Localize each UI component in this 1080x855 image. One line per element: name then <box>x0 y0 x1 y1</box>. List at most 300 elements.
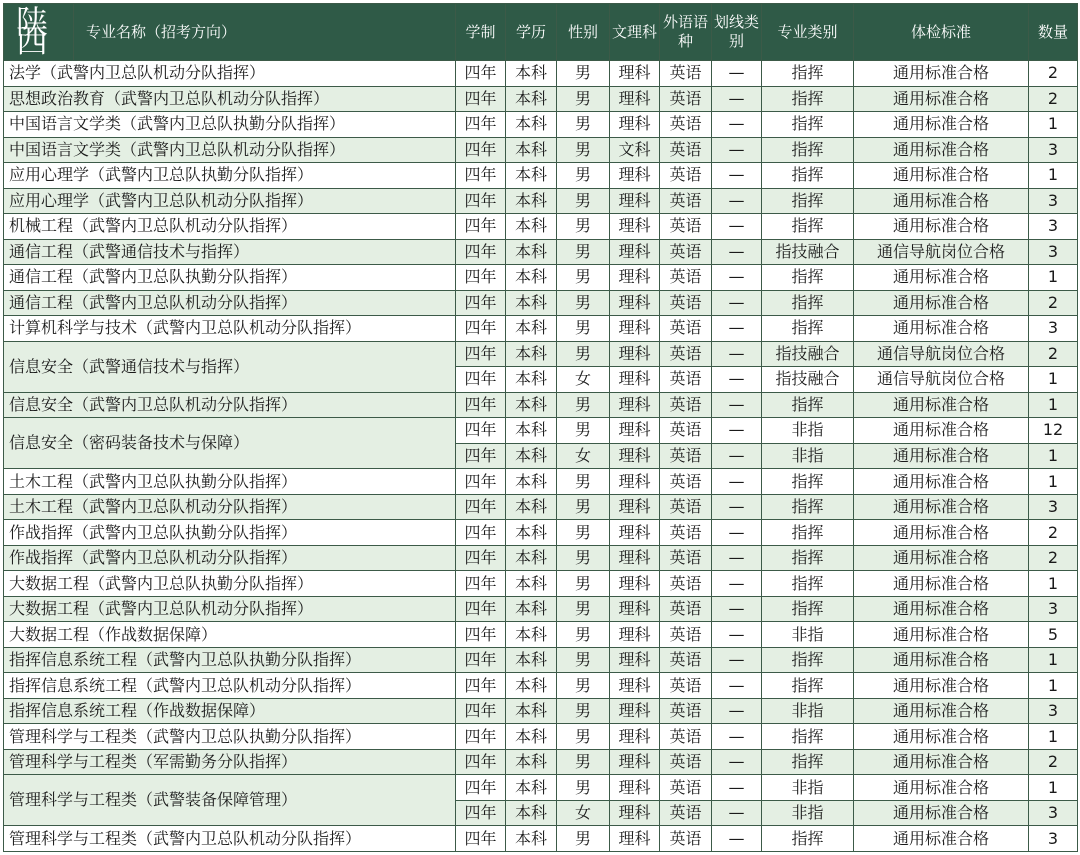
cell-degree: 本科 <box>506 418 557 444</box>
cell-gender: 女 <box>557 367 610 393</box>
cell-major: 大数据工程（武警内卫总队机动分队指挥） <box>4 596 456 622</box>
cell-duration: 四年 <box>456 418 506 444</box>
cell-major: 大数据工程（武警内卫总队执勤分队指挥） <box>4 571 456 597</box>
cell-gender: 女 <box>557 443 610 469</box>
table-row <box>4 290 1078 316</box>
cell-duration: 四年 <box>456 239 506 265</box>
cell-physical-standard: 通用标准合格 <box>854 137 1029 163</box>
cell-physical-standard: 通用标准合格 <box>854 316 1029 342</box>
cell-specialty-category: 指挥 <box>762 214 854 240</box>
cell-subject: 理科 <box>610 494 660 520</box>
cell-gender: 男 <box>557 418 610 444</box>
cell-degree: 本科 <box>506 367 557 393</box>
cell-degree: 本科 <box>506 137 557 163</box>
cell-quantity: 1 <box>1029 469 1078 495</box>
cell-major: 应用心理学（武警内卫总队机动分队指挥） <box>4 188 456 214</box>
cell-quantity: 1 <box>1029 775 1078 801</box>
cell-subject: 理科 <box>610 545 660 571</box>
cell-physical-standard: 通用标准合格 <box>854 826 1029 852</box>
table-row <box>4 622 1078 648</box>
cell-physical-standard: 通用标准合格 <box>854 112 1029 138</box>
table-row <box>4 698 1078 724</box>
cell-physical-standard: 通用标准合格 <box>854 775 1029 801</box>
cell-duration: 四年 <box>456 367 506 393</box>
cell-duration: 四年 <box>456 826 506 852</box>
table-row <box>4 418 1078 444</box>
cell-duration: 四年 <box>456 316 506 342</box>
table-body <box>4 61 1078 852</box>
cell-subject: 理科 <box>610 61 660 87</box>
cell-duration: 四年 <box>456 775 506 801</box>
cell-physical-standard: 通用标准合格 <box>854 571 1029 597</box>
table-row <box>4 673 1078 699</box>
table-row <box>4 188 1078 214</box>
cell-major: 管理科学与工程类（武警内卫总队执勤分队指挥） <box>4 724 456 750</box>
cell-quantity: 2 <box>1029 86 1078 112</box>
table-row <box>4 571 1078 597</box>
cell-subject: 理科 <box>610 392 660 418</box>
cell-subject: 理科 <box>610 112 660 138</box>
cell-subject: 理科 <box>610 622 660 648</box>
cell-gender: 男 <box>557 316 610 342</box>
cell-subject: 理科 <box>610 520 660 546</box>
cell-physical-standard: 通用标准合格 <box>854 188 1029 214</box>
table-row <box>4 392 1078 418</box>
cell-gender: 男 <box>557 494 610 520</box>
cell-quantity: 2 <box>1029 749 1078 775</box>
cell-specialty-category: 指挥 <box>762 545 854 571</box>
cell-line-category: — <box>712 545 762 571</box>
cell-duration: 四年 <box>456 61 506 87</box>
cell-degree: 本科 <box>506 239 557 265</box>
cell-physical-standard: 通用标准合格 <box>854 214 1029 240</box>
cell-major: 思想政治教育（武警内卫总队机动分队指挥） <box>4 86 456 112</box>
cell-specialty-category: 指挥 <box>762 163 854 189</box>
cell-line-category: — <box>712 494 762 520</box>
cell-degree: 本科 <box>506 290 557 316</box>
cell-major: 大数据工程（作战数据保障） <box>4 622 456 648</box>
cell-language: 英语 <box>660 137 712 163</box>
cell-subject: 理科 <box>610 749 660 775</box>
table-row <box>4 749 1078 775</box>
cell-specialty-category: 指挥 <box>762 520 854 546</box>
cell-specialty-category: 指挥 <box>762 392 854 418</box>
table-row <box>4 494 1078 520</box>
cell-quantity: 3 <box>1029 494 1078 520</box>
cell-subject: 理科 <box>610 647 660 673</box>
cell-degree: 本科 <box>506 86 557 112</box>
cell-degree: 本科 <box>506 800 557 826</box>
cell-quantity: 1 <box>1029 571 1078 597</box>
cell-quantity: 3 <box>1029 596 1078 622</box>
table-row <box>4 724 1078 750</box>
admission-plan-table <box>3 3 1078 852</box>
cell-specialty-category: 指挥 <box>762 724 854 750</box>
cell-quantity: 2 <box>1029 545 1078 571</box>
header-line-category: 划线类别 <box>712 4 762 61</box>
table-row <box>4 214 1078 240</box>
cell-language: 英语 <box>660 749 712 775</box>
cell-degree: 本科 <box>506 775 557 801</box>
cell-specialty-category: 指挥 <box>762 647 854 673</box>
cell-physical-standard: 通信导航岗位合格 <box>854 341 1029 367</box>
header-physical-standard: 体检标准 <box>854 4 1029 61</box>
cell-gender: 男 <box>557 239 610 265</box>
cell-quantity: 3 <box>1029 800 1078 826</box>
cell-physical-standard: 通用标准合格 <box>854 494 1029 520</box>
cell-line-category: — <box>712 61 762 87</box>
cell-gender: 男 <box>557 698 610 724</box>
cell-quantity: 1 <box>1029 265 1078 291</box>
cell-major: 中国语言文学类（武警内卫总队机动分队指挥） <box>4 137 456 163</box>
cell-major: 土木工程（武警内卫总队执勤分队指挥） <box>4 469 456 495</box>
cell-degree: 本科 <box>506 698 557 724</box>
cell-language: 英语 <box>660 596 712 622</box>
cell-line-category: — <box>712 290 762 316</box>
cell-language: 英语 <box>660 826 712 852</box>
table-row <box>4 86 1078 112</box>
table-row <box>4 163 1078 189</box>
header-degree: 学历 <box>506 4 557 61</box>
cell-duration: 四年 <box>456 163 506 189</box>
cell-line-category: — <box>712 443 762 469</box>
cell-gender: 男 <box>557 61 610 87</box>
cell-line-category: — <box>712 469 762 495</box>
cell-line-category: — <box>712 188 762 214</box>
cell-physical-standard: 通用标准合格 <box>854 749 1029 775</box>
cell-specialty-category: 指挥 <box>762 316 854 342</box>
cell-specialty-category: 指挥 <box>762 112 854 138</box>
table-row <box>4 61 1078 87</box>
cell-degree: 本科 <box>506 596 557 622</box>
cell-duration: 四年 <box>456 392 506 418</box>
cell-language: 英语 <box>660 163 712 189</box>
cell-line-category: — <box>712 673 762 699</box>
cell-gender: 男 <box>557 673 610 699</box>
cell-duration: 四年 <box>456 86 506 112</box>
cell-gender: 男 <box>557 775 610 801</box>
cell-line-category: — <box>712 596 762 622</box>
cell-degree: 本科 <box>506 265 557 291</box>
cell-language: 英语 <box>660 341 712 367</box>
cell-major: 指挥信息系统工程（作战数据保障） <box>4 698 456 724</box>
cell-major: 信息安全（武警通信技术与指挥） <box>4 341 456 392</box>
cell-quantity: 3 <box>1029 137 1078 163</box>
cell-line-category: — <box>712 163 762 189</box>
cell-duration: 四年 <box>456 214 506 240</box>
cell-line-category: — <box>712 418 762 444</box>
cell-physical-standard: 通用标准合格 <box>854 673 1029 699</box>
cell-major: 信息安全（武警内卫总队机动分队指挥） <box>4 392 456 418</box>
cell-major: 管理科学与工程类（军需勤务分队指挥） <box>4 749 456 775</box>
cell-language: 英语 <box>660 724 712 750</box>
cell-specialty-category: 指挥 <box>762 494 854 520</box>
cell-language: 英语 <box>660 418 712 444</box>
cell-physical-standard: 通用标准合格 <box>854 622 1029 648</box>
header-row <box>4 4 1078 61</box>
cell-language: 英语 <box>660 392 712 418</box>
cell-line-category: — <box>712 520 762 546</box>
cell-quantity: 1 <box>1029 647 1078 673</box>
cell-specialty-category: 非指 <box>762 775 854 801</box>
cell-language: 英语 <box>660 61 712 87</box>
cell-physical-standard: 通用标准合格 <box>854 418 1029 444</box>
cell-gender: 男 <box>557 188 610 214</box>
cell-duration: 四年 <box>456 137 506 163</box>
cell-line-category: — <box>712 647 762 673</box>
cell-specialty-category: 指技融合 <box>762 367 854 393</box>
cell-line-category: — <box>712 86 762 112</box>
cell-gender: 男 <box>557 571 610 597</box>
cell-subject: 理科 <box>610 265 660 291</box>
cell-gender: 男 <box>557 137 610 163</box>
table-row <box>4 545 1078 571</box>
cell-physical-standard: 通用标准合格 <box>854 265 1029 291</box>
cell-duration: 四年 <box>456 443 506 469</box>
cell-subject: 理科 <box>610 341 660 367</box>
cell-physical-standard: 通用标准合格 <box>854 290 1029 316</box>
cell-subject: 理科 <box>610 86 660 112</box>
cell-major: 管理科学与工程类（武警内卫总队机动分队指挥） <box>4 826 456 852</box>
cell-quantity: 1 <box>1029 724 1078 750</box>
cell-physical-standard: 通用标准合格 <box>854 596 1029 622</box>
cell-subject: 理科 <box>610 469 660 495</box>
table-row <box>4 265 1078 291</box>
cell-degree: 本科 <box>506 622 557 648</box>
cell-specialty-category: 非指 <box>762 418 854 444</box>
cell-gender: 男 <box>557 622 610 648</box>
cell-line-category: — <box>712 775 762 801</box>
cell-language: 英语 <box>660 800 712 826</box>
header-language: 外语语种 <box>660 4 712 61</box>
cell-duration: 四年 <box>456 520 506 546</box>
cell-degree: 本科 <box>506 316 557 342</box>
table-row <box>4 239 1078 265</box>
cell-subject: 理科 <box>610 724 660 750</box>
cell-degree: 本科 <box>506 392 557 418</box>
cell-duration: 四年 <box>456 265 506 291</box>
cell-quantity: 1 <box>1029 673 1078 699</box>
cell-quantity: 1 <box>1029 392 1078 418</box>
cell-duration: 四年 <box>456 673 506 699</box>
cell-language: 英语 <box>660 775 712 801</box>
cell-specialty-category: 指挥 <box>762 61 854 87</box>
cell-specialty-category: 非指 <box>762 622 854 648</box>
cell-physical-standard: 通用标准合格 <box>854 443 1029 469</box>
table-row <box>4 596 1078 622</box>
cell-physical-standard: 通用标准合格 <box>854 647 1029 673</box>
cell-degree: 本科 <box>506 571 557 597</box>
cell-language: 英语 <box>660 571 712 597</box>
table-row <box>4 826 1078 852</box>
cell-quantity: 12 <box>1029 418 1078 444</box>
cell-degree: 本科 <box>506 214 557 240</box>
cell-line-category: — <box>712 749 762 775</box>
cell-major: 应用心理学（武警内卫总队执勤分队指挥） <box>4 163 456 189</box>
cell-language: 英语 <box>660 290 712 316</box>
cell-physical-standard: 通用标准合格 <box>854 800 1029 826</box>
cell-quantity: 3 <box>1029 826 1078 852</box>
cell-language: 英语 <box>660 673 712 699</box>
cell-gender: 男 <box>557 596 610 622</box>
cell-subject: 理科 <box>610 698 660 724</box>
cell-major: 法学（武警内卫总队机动分队指挥） <box>4 61 456 87</box>
cell-line-category: — <box>712 112 762 138</box>
cell-gender: 男 <box>557 469 610 495</box>
cell-degree: 本科 <box>506 826 557 852</box>
cell-gender: 男 <box>557 520 610 546</box>
cell-specialty-category: 指挥 <box>762 86 854 112</box>
cell-line-category: — <box>712 316 762 342</box>
cell-subject: 理科 <box>610 418 660 444</box>
region-title: 陕西 <box>4 4 74 61</box>
cell-language: 英语 <box>660 647 712 673</box>
cell-degree: 本科 <box>506 163 557 189</box>
cell-gender: 男 <box>557 392 610 418</box>
table-row <box>4 469 1078 495</box>
cell-degree: 本科 <box>506 494 557 520</box>
cell-physical-standard: 通用标准合格 <box>854 163 1029 189</box>
cell-line-category: — <box>712 724 762 750</box>
cell-subject: 理科 <box>610 826 660 852</box>
cell-duration: 四年 <box>456 188 506 214</box>
cell-major: 通信工程（武警通信技术与指挥） <box>4 239 456 265</box>
cell-line-category: — <box>712 239 762 265</box>
cell-physical-standard: 通信导航岗位合格 <box>854 239 1029 265</box>
cell-subject: 理科 <box>610 188 660 214</box>
cell-duration: 四年 <box>456 571 506 597</box>
cell-language: 英语 <box>660 316 712 342</box>
table-row <box>4 341 1078 367</box>
cell-specialty-category: 非指 <box>762 800 854 826</box>
cell-subject: 理科 <box>610 290 660 316</box>
cell-major: 作战指挥（武警内卫总队机动分队指挥） <box>4 545 456 571</box>
cell-major: 管理科学与工程类（武警装备保障管理） <box>4 775 456 826</box>
cell-language: 英语 <box>660 367 712 393</box>
cell-degree: 本科 <box>506 520 557 546</box>
cell-language: 英语 <box>660 239 712 265</box>
cell-gender: 男 <box>557 749 610 775</box>
cell-line-category: — <box>712 367 762 393</box>
cell-physical-standard: 通用标准合格 <box>854 520 1029 546</box>
cell-duration: 四年 <box>456 545 506 571</box>
table-row <box>4 647 1078 673</box>
cell-quantity: 5 <box>1029 622 1078 648</box>
cell-physical-standard: 通用标准合格 <box>854 86 1029 112</box>
cell-quantity: 1 <box>1029 112 1078 138</box>
cell-quantity: 2 <box>1029 341 1078 367</box>
cell-quantity: 1 <box>1029 367 1078 393</box>
header-specialty-category: 专业类别 <box>762 4 854 61</box>
cell-degree: 本科 <box>506 749 557 775</box>
cell-gender: 男 <box>557 724 610 750</box>
cell-gender: 男 <box>557 826 610 852</box>
cell-gender: 男 <box>557 163 610 189</box>
cell-specialty-category: 指挥 <box>762 290 854 316</box>
cell-gender: 男 <box>557 265 610 291</box>
cell-language: 英语 <box>660 469 712 495</box>
cell-duration: 四年 <box>456 622 506 648</box>
cell-physical-standard: 通用标准合格 <box>854 698 1029 724</box>
cell-degree: 本科 <box>506 647 557 673</box>
cell-degree: 本科 <box>506 469 557 495</box>
cell-language: 英语 <box>660 214 712 240</box>
header-duration: 学制 <box>456 4 506 61</box>
cell-subject: 理科 <box>610 367 660 393</box>
cell-subject: 理科 <box>610 596 660 622</box>
cell-specialty-category: 指挥 <box>762 596 854 622</box>
cell-specialty-category: 非指 <box>762 443 854 469</box>
cell-subject: 理科 <box>610 775 660 801</box>
cell-gender: 男 <box>557 112 610 138</box>
cell-physical-standard: 通用标准合格 <box>854 61 1029 87</box>
cell-line-category: — <box>712 265 762 291</box>
cell-major: 通信工程（武警内卫总队执勤分队指挥） <box>4 265 456 291</box>
cell-duration: 四年 <box>456 341 506 367</box>
cell-degree: 本科 <box>506 188 557 214</box>
cell-subject: 理科 <box>610 673 660 699</box>
cell-line-category: — <box>712 571 762 597</box>
cell-quantity: 2 <box>1029 61 1078 87</box>
cell-gender: 男 <box>557 647 610 673</box>
cell-subject: 文科 <box>610 137 660 163</box>
cell-physical-standard: 通用标准合格 <box>854 469 1029 495</box>
cell-quantity: 1 <box>1029 163 1078 189</box>
header-major: 专业名称（招考方向） <box>74 4 456 61</box>
cell-language: 英语 <box>660 545 712 571</box>
cell-language: 英语 <box>660 188 712 214</box>
cell-quantity: 2 <box>1029 290 1078 316</box>
cell-specialty-category: 指挥 <box>762 826 854 852</box>
cell-gender: 男 <box>557 545 610 571</box>
cell-specialty-category: 指挥 <box>762 137 854 163</box>
cell-subject: 理科 <box>610 163 660 189</box>
cell-major: 机械工程（武警内卫总队机动分队指挥） <box>4 214 456 240</box>
cell-major: 计算机科学与技术（武警内卫总队机动分队指挥） <box>4 316 456 342</box>
cell-gender: 男 <box>557 290 610 316</box>
cell-degree: 本科 <box>506 673 557 699</box>
cell-line-category: — <box>712 698 762 724</box>
cell-physical-standard: 通用标准合格 <box>854 392 1029 418</box>
cell-major: 信息安全（密码装备技术与保障） <box>4 418 456 469</box>
cell-line-category: — <box>712 622 762 648</box>
cell-duration: 四年 <box>456 698 506 724</box>
cell-quantity: 3 <box>1029 698 1078 724</box>
cell-specialty-category: 指挥 <box>762 469 854 495</box>
cell-physical-standard: 通用标准合格 <box>854 545 1029 571</box>
cell-specialty-category: 指挥 <box>762 571 854 597</box>
cell-specialty-category: 指挥 <box>762 188 854 214</box>
cell-major: 土木工程（武警内卫总队机动分队指挥） <box>4 494 456 520</box>
cell-line-category: — <box>712 826 762 852</box>
cell-major: 通信工程（武警内卫总队机动分队指挥） <box>4 290 456 316</box>
table-row <box>4 137 1078 163</box>
cell-duration: 四年 <box>456 596 506 622</box>
cell-subject: 理科 <box>610 443 660 469</box>
cell-line-category: — <box>712 800 762 826</box>
cell-physical-standard: 通信导航岗位合格 <box>854 367 1029 393</box>
cell-degree: 本科 <box>506 545 557 571</box>
cell-language: 英语 <box>660 86 712 112</box>
cell-gender: 女 <box>557 800 610 826</box>
cell-specialty-category: 指技融合 <box>762 341 854 367</box>
cell-language: 英语 <box>660 520 712 546</box>
cell-quantity: 2 <box>1029 520 1078 546</box>
cell-quantity: 1 <box>1029 443 1078 469</box>
cell-subject: 理科 <box>610 316 660 342</box>
cell-degree: 本科 <box>506 61 557 87</box>
cell-specialty-category: 指挥 <box>762 673 854 699</box>
